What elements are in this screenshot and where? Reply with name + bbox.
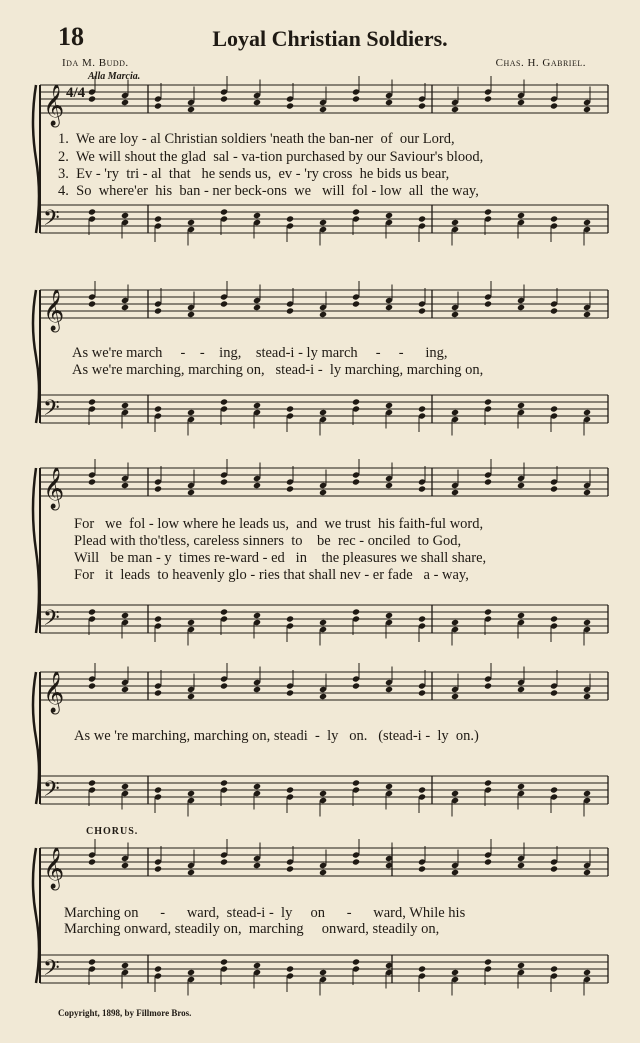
bass-note (253, 962, 261, 969)
treble-note (583, 869, 591, 876)
treble-note (88, 478, 96, 485)
treble-note (451, 311, 459, 318)
system2-line-1: As we're march - - ing, stead-i - ly march - - ing, (72, 345, 448, 361)
bass-note (484, 608, 492, 615)
bass-note (286, 615, 294, 622)
bass-note (583, 409, 591, 416)
bass-note (319, 790, 327, 797)
treble-note (121, 862, 129, 869)
treble-note (286, 689, 294, 696)
bass-note (352, 208, 360, 215)
treble-clef-icon: 𝄞 (43, 848, 65, 889)
treble-note (484, 858, 492, 865)
treble-note (550, 102, 558, 109)
treble-note (187, 489, 195, 496)
bass-note (484, 208, 492, 215)
treble-note (88, 300, 96, 307)
treble-note (484, 682, 492, 689)
bass-note (517, 962, 525, 969)
bass-note (220, 608, 228, 615)
treble-note (385, 686, 393, 693)
verse-line-2: 2. We will shout the glad sal - va-tion purchased by our Saviour's blood, (58, 149, 484, 165)
bass-note (484, 779, 492, 786)
treble-note (451, 106, 459, 113)
bass-note (253, 783, 261, 790)
bass-note (550, 215, 558, 222)
verse-line-3: 3. Ev - 'ry tri - al that he sends us, ev - 'ry cross he bids us bear, (58, 166, 450, 182)
treble-note (550, 865, 558, 872)
treble-note (154, 307, 162, 314)
system-brace (33, 468, 39, 633)
treble-note (451, 693, 459, 700)
treble-note (187, 869, 195, 876)
treble-note (484, 478, 492, 485)
treble-note (88, 858, 96, 865)
bass-note (121, 212, 129, 219)
bass-note (253, 212, 261, 219)
treble-note (583, 693, 591, 700)
bass-note (550, 786, 558, 793)
treble-note (154, 865, 162, 872)
chorus-label: CHORUS. (86, 826, 139, 837)
bass-note (319, 619, 327, 626)
bass-note (517, 212, 525, 219)
treble-note (286, 102, 294, 109)
bass-note (517, 402, 525, 409)
bass-note (88, 208, 96, 215)
treble-note (187, 693, 195, 700)
bass-note (154, 965, 162, 972)
treble-note (484, 95, 492, 102)
bass-note (187, 219, 195, 226)
treble-note (187, 106, 195, 113)
verse-line-4: 4. So where'er his ban - ner beck-ons we will fol - low all the way, (58, 183, 479, 199)
treble-note (583, 489, 591, 496)
treble-note (418, 865, 426, 872)
treble-note (220, 95, 228, 102)
system3-line-2: Plead with tho'tless, careless sinners to be rec - onciled to God, (74, 533, 462, 549)
bass-note (550, 405, 558, 412)
system3-line-3: Will be man - y times re-ward - ed in the pleasures we shall share, (74, 550, 487, 566)
treble-note (319, 869, 327, 876)
treble-note (121, 99, 129, 106)
bass-note (319, 409, 327, 416)
treble-note (88, 682, 96, 689)
treble-note (253, 686, 261, 693)
treble-note (286, 307, 294, 314)
bass-note (583, 619, 591, 626)
treble-note (550, 689, 558, 696)
treble-note (121, 304, 129, 311)
bass-note (88, 398, 96, 405)
system3-line-4: For it leads to heavenly glo - ries that shall nev - er fade a - way, (74, 567, 469, 583)
bass-note (187, 790, 195, 797)
bass-note (451, 790, 459, 797)
bass-note (517, 612, 525, 619)
treble-note (121, 482, 129, 489)
bass-note (154, 615, 162, 622)
treble-note (253, 304, 261, 311)
treble-note (517, 686, 525, 693)
bass-clef-icon: 𝄢 (43, 396, 60, 426)
bass-note (418, 215, 426, 222)
treble-note (187, 311, 195, 318)
bass-note (385, 783, 393, 790)
treble-note (253, 862, 261, 869)
treble-note (583, 311, 591, 318)
bass-note (286, 786, 294, 793)
bass-note (517, 783, 525, 790)
bass-note (88, 779, 96, 786)
treble-note (352, 858, 360, 865)
system3-line-1: For we fol - low where he leads us, and we trust his faith-ful word, (74, 516, 484, 532)
bass-note (550, 615, 558, 622)
bass-note (253, 402, 261, 409)
treble-note (154, 102, 162, 109)
bass-note (187, 619, 195, 626)
bass-note (187, 409, 195, 416)
bass-note (484, 958, 492, 965)
hymn-title: Loyal Christian Soldiers. (212, 26, 448, 51)
system4-line-1: As we 're marching, marching on, steadi - ly on. (stead-i - ly on.) (74, 728, 479, 744)
bass-note (154, 786, 162, 793)
treble-note (88, 95, 96, 102)
system-brace (33, 848, 39, 983)
bass-note (286, 405, 294, 412)
bass-note (121, 612, 129, 619)
treble-note (418, 102, 426, 109)
treble-note (451, 489, 459, 496)
page-number: 18 (58, 22, 84, 51)
bass-note (319, 969, 327, 976)
bass-note (319, 219, 327, 226)
bass-note (352, 958, 360, 965)
tempo-marking: Alla Marcia. (88, 71, 141, 82)
treble-note (220, 300, 228, 307)
treble-note (220, 682, 228, 689)
bass-note (484, 398, 492, 405)
treble-note (220, 478, 228, 485)
treble-note (121, 686, 129, 693)
treble-note (319, 106, 327, 113)
chorus-line-2: Marching onward, steadily on, marching onward, steadily on, (64, 921, 440, 937)
treble-note (154, 485, 162, 492)
treble-note (517, 862, 525, 869)
system2-line-2: As we're marching, marching on, stead-i - ly marching, marching on, (72, 362, 484, 378)
bass-note (451, 969, 459, 976)
treble-clef-icon: 𝄞 (43, 290, 65, 331)
treble-note (220, 858, 228, 865)
treble-note (286, 485, 294, 492)
bass-note (352, 779, 360, 786)
bass-note (550, 965, 558, 972)
bass-note (121, 402, 129, 409)
bass-note (418, 786, 426, 793)
treble-clef-icon: 𝄞 (43, 468, 65, 509)
bass-note (121, 962, 129, 969)
bass-note (385, 612, 393, 619)
treble-note (319, 311, 327, 318)
system-brace (33, 85, 39, 233)
bass-note (88, 608, 96, 615)
bass-note (385, 212, 393, 219)
treble-note (550, 307, 558, 314)
bass-note (418, 965, 426, 972)
bass-note (385, 402, 393, 409)
treble-note (319, 693, 327, 700)
bass-note (253, 612, 261, 619)
bass-note (121, 783, 129, 790)
bass-note (286, 215, 294, 222)
treble-note (583, 106, 591, 113)
bass-note (583, 969, 591, 976)
treble-note (517, 304, 525, 311)
treble-note (253, 482, 261, 489)
bass-note (352, 608, 360, 615)
treble-note (517, 482, 525, 489)
bass-note (220, 398, 228, 405)
bass-clef-icon: 𝄢 (43, 956, 60, 986)
treble-note (253, 99, 261, 106)
bass-note (451, 619, 459, 626)
copyright-notice: Copyright, 1898, by Fillmore Bros. (58, 1008, 192, 1018)
bass-note (451, 409, 459, 416)
treble-note (385, 99, 393, 106)
treble-note (286, 865, 294, 872)
bass-clef-icon: 𝄢 (43, 606, 60, 636)
treble-note (418, 485, 426, 492)
verse-line-1: 1. We are loy - al Christian soldiers 'neath the ban-ner of our Lord, (58, 131, 455, 147)
treble-note (451, 869, 459, 876)
bass-note (187, 969, 195, 976)
bass-note (220, 779, 228, 786)
bass-note (220, 958, 228, 965)
bass-clef-icon: 𝄢 (43, 777, 60, 807)
bass-note (88, 958, 96, 965)
treble-note (319, 489, 327, 496)
treble-note (352, 682, 360, 689)
system-brace (33, 290, 39, 423)
treble-clef-icon: 𝄞 (43, 672, 65, 713)
treble-note (385, 304, 393, 311)
bass-note (418, 615, 426, 622)
bass-note (583, 790, 591, 797)
lyricist-credit: Ida M. Budd. (62, 57, 129, 69)
composer-credit: Chas. H. Gabriel. (495, 57, 586, 69)
treble-note (385, 482, 393, 489)
bass-clef-icon: 𝄢 (43, 206, 60, 236)
treble-clef-icon: 𝄞 (43, 85, 65, 126)
treble-note (517, 99, 525, 106)
system-brace (33, 672, 39, 804)
treble-note (352, 478, 360, 485)
bass-note (352, 398, 360, 405)
bass-note (418, 405, 426, 412)
chorus-line-1: Marching on - ward, stead-i - ly on - ward, While his (64, 905, 466, 921)
treble-note (352, 300, 360, 307)
bass-note (583, 219, 591, 226)
treble-note (352, 95, 360, 102)
treble-note (154, 689, 162, 696)
bass-note (451, 219, 459, 226)
bass-note (154, 215, 162, 222)
bass-note (286, 965, 294, 972)
treble-note (418, 307, 426, 314)
treble-note (550, 485, 558, 492)
treble-note (484, 300, 492, 307)
bass-note (220, 208, 228, 215)
treble-note (418, 689, 426, 696)
bass-note (154, 405, 162, 412)
time-signature-treble: 4/4 (66, 85, 86, 101)
